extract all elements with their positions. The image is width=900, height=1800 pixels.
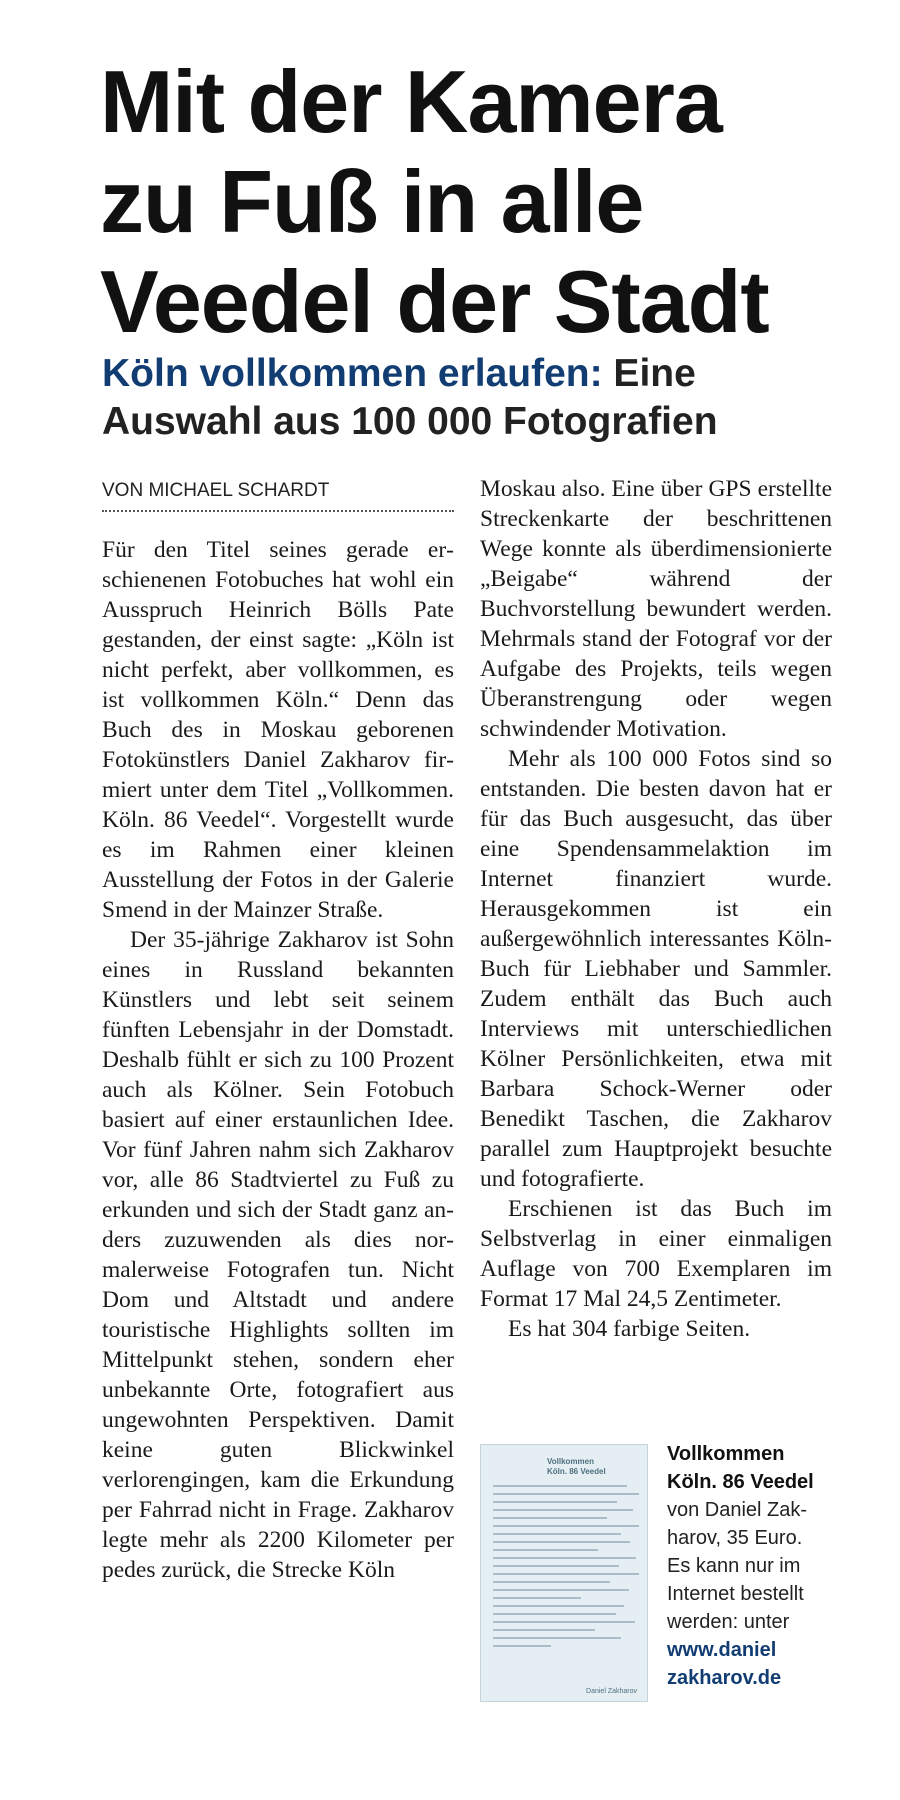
book-detail-line: Internet bestellt bbox=[667, 1583, 804, 1605]
book-title-line: Köln. 86 Veedel bbox=[667, 1471, 814, 1493]
headline-line: zu Fuß in alle bbox=[100, 152, 644, 251]
book-detail-line: harov, 35 Euro. bbox=[667, 1527, 803, 1549]
book-details bbox=[667, 1496, 867, 1636]
book-title-line: Vollkommen bbox=[667, 1443, 785, 1465]
book-detail-line: von Daniel Zak- bbox=[667, 1499, 808, 1521]
kicker: Köln vollkommen erlaufen: bbox=[102, 352, 603, 395]
cover-title bbox=[547, 1457, 643, 1477]
paragraph: Mehr als 100 000 Fotos sind so entstanden. Die besten davon hat er für das Buch ausgesucht, das über eine Spendensammelaktion im Internet finanziert wurde. Herausgekommen ist ein außergewöhnlich interessantes Köln-Buch für Liebhaber und Sammler. Zudem enthält das Buch auch Interviews mit unterschiedlichen Kölner Persönlichkeiten, etwa mit Barbara Schock-Werner oder Benedikt Taschen, die Zakharov parallel zum Hauptprojekt besuchte und fotografierte. bbox=[480, 746, 832, 1192]
subhead-text: Auswahl aus 100 000 Fotografien bbox=[102, 400, 718, 443]
article-column-2 bbox=[480, 474, 832, 1344]
headline bbox=[100, 52, 880, 352]
headline-line: Veedel der Stadt bbox=[100, 252, 769, 351]
book-detail-line: Es kann nur im bbox=[667, 1555, 801, 1577]
paragraph: Der 35-jährige Zakharov ist Sohn eines in Russland bekannten Künstlers und lebt seit seinem fünften Lebensjahr in der Domstadt. Deshalb fühlt er sich zu 100 Prozent auch als Kölner. Sein Fotobuch basiert auf einer erstaunlichen Idee. Vor fünf Jahren nahm sich Zakharov vor, alle 86 Stadtviertel zu Fuß zu erkunden und sich der Stadt ganz anders zuzuwenden als dies normalerweise Fotografen tun. Nicht Dom und Altstadt und andere touristische Highlights sollten im Mittelpunkt stehen, sondern eher unbekannte Orte, fotografiert aus ungewohnten Perspektiven. Damit keine guten Blickwinkel verlorengingen, kam die Erkundung per Fahrrad nicht in Frage. Zakharov legte mehr als 2200 Kilometer per pedes zurück, die Strecke Köln bbox=[102, 927, 454, 1583]
book-info-box bbox=[667, 1440, 867, 1692]
website-link[interactable] bbox=[667, 1636, 867, 1692]
subheadline bbox=[102, 350, 882, 446]
paragraph: Moskau also. Eine über GPS erstellte Streckenkarte der beschrittenen Wege konnte als überdimensionierte „Beigabe“ während der Buchvorstellung bewundert werden. Mehrmals stand der Fotograf vor der Aufgabe des Projekts, teils wegen Überanstrengung oder wegen schwindender Motivation. bbox=[480, 476, 832, 742]
paragraph: Für den Titel seines gerade erschienenen Fotobuches hat wohl ein Ausspruch Heinrich Bölls Pate gestanden, der einst sagte: „Köln ist nicht perfekt, aber vollkommen, es ist vollkommen Köln.“ Denn das Buch des in Moskau geborenen Fotokünstlers Daniel Zakharov firmiert unter dem Titel „Vollkommen. Köln. 86 Veedel“. Vorgestellt wurde es im Rahmen einer kleinen Ausstellung der Fotos in der Galerie Smend in der Mainzer Straße. bbox=[102, 537, 454, 923]
website-link-line: zakharov.de bbox=[667, 1667, 782, 1689]
cover-title-line: Köln. 86 Veedel bbox=[547, 1467, 606, 1476]
book-cover-image bbox=[480, 1444, 648, 1702]
article-column-1 bbox=[102, 535, 454, 1585]
book-title bbox=[667, 1440, 867, 1496]
cover-title-line: Vollkommen bbox=[547, 1457, 594, 1466]
paragraph: Es hat 304 farbige Seiten. bbox=[508, 1316, 751, 1342]
byline: VON MICHAEL SCHARDT bbox=[102, 480, 454, 512]
book-detail-line: werden: unter bbox=[667, 1611, 790, 1633]
subhead-text: Eine bbox=[602, 352, 696, 395]
paragraph: Erschienen ist das Buch im Selbstverlag in einer einmaligen Auflage von 700 Exemplaren im Format 17 Mal 24,5 Zentimeter. bbox=[480, 1196, 832, 1312]
cover-author: Daniel Zakharov bbox=[586, 1688, 637, 1695]
cover-text-block bbox=[493, 1485, 639, 1653]
headline-line: Mit der Kamera bbox=[100, 52, 722, 151]
website-link-line: www.daniel bbox=[667, 1639, 777, 1661]
